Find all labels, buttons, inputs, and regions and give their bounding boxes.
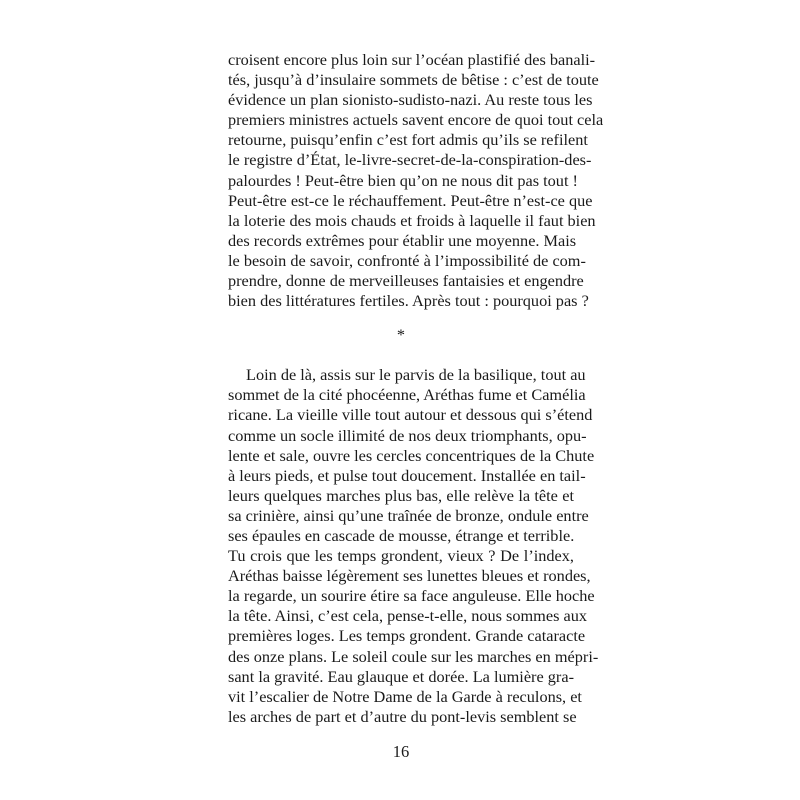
text-line: la tête. Ainsi, c’est cela, pense-t-elle, nous sommes aux bbox=[228, 606, 587, 626]
text-line: croisent encore plus loin sur l’océan plastifié des banali- bbox=[228, 50, 596, 69]
text-line: la regarde, un sourire étire sa face anguleuse. Elle hoche bbox=[228, 586, 595, 606]
text-line: des onze plans. Le soleil coule sur les marches en mépri- bbox=[228, 646, 599, 666]
book-page-text bbox=[228, 50, 604, 727]
text-line: palourdes ! Peut-être bien qu’on ne nous dit pas tout ! bbox=[228, 170, 578, 190]
text-line: retourne, puisqu’enfin c’est fort admis qu’ils se refilent bbox=[228, 130, 588, 150]
text-line: ses épaules en cascade de mousse, étrange et terrible. bbox=[228, 525, 575, 545]
paragraph-1 bbox=[228, 50, 604, 311]
text-line: Loin de là, assis sur le parvis de la basilique, tout au bbox=[246, 365, 586, 385]
text-line: le besoin de savoir, confronté à l’impossibilité de com- bbox=[228, 250, 586, 270]
text-line: premiers ministres actuels savent encore de quoi tout cela bbox=[228, 110, 604, 130]
text-line: sommet de la cité phocéenne, Aréthas fume et Camélia bbox=[228, 385, 586, 405]
text-line: lente et sale, ouvre les cercles concentriques de la Chute bbox=[228, 445, 595, 465]
text-line: la loterie des mois chauds et froids à laquelle il faut bien bbox=[228, 210, 596, 230]
text-line: bien des littératures fertiles. Après tout : pourquoi pas ? bbox=[228, 291, 589, 311]
text-line: les arches de part et d’autre du pont-levis semblent se bbox=[228, 706, 577, 726]
text-line: Peut-être est-ce le réchauffement. Peut-être n’est-ce que bbox=[228, 190, 593, 210]
text-line: évidence un plan sionisto-sudisto-nazi. Au reste tous les bbox=[228, 90, 593, 110]
text-line: premières loges. Les temps grondent. Grande cataracte bbox=[228, 626, 586, 646]
text-line: sa crinière, ainsi qu’une traînée de bronze, ondule entre bbox=[228, 505, 589, 525]
page-number: 16 bbox=[392, 742, 410, 761]
text-line: Tu crois que les temps grondent, vieux ? De l’index, bbox=[228, 546, 574, 566]
text-line: sant la gravité. Eau glauque et dorée. La lumière gra- bbox=[228, 666, 574, 686]
text-line: Aréthas baisse légèrement ses lunettes bleues et rondes, bbox=[228, 566, 591, 586]
text-line: des records extrêmes pour établir une moyenne. Mais bbox=[228, 230, 577, 250]
section-separator: * bbox=[396, 325, 406, 345]
text-line: comme un socle illimité de nos deux triomphants, opu- bbox=[228, 425, 587, 445]
text-line: le registre d’État, le-livre-secret-de-la-conspiration-des- bbox=[228, 150, 592, 170]
text-line: tés, jusqu’à d’insulaire sommets de bêtise : c’est de toute bbox=[228, 70, 599, 90]
text-line: vit l’escalier de Notre Dame de la Garde à reculons, et bbox=[228, 686, 582, 706]
text-line: ricane. La vieille ville tout autour et dessous qui s’étend bbox=[228, 405, 593, 425]
text-line: prendre, donne de merveilleuses fantaisies et engendre bbox=[228, 271, 584, 291]
text-line: à leurs pieds, et pulse tout doucement. Installée en tail- bbox=[228, 465, 586, 485]
text-line: leurs quelques marches plus bas, elle relève la tête et bbox=[228, 485, 574, 505]
paragraph-2 bbox=[228, 365, 599, 727]
